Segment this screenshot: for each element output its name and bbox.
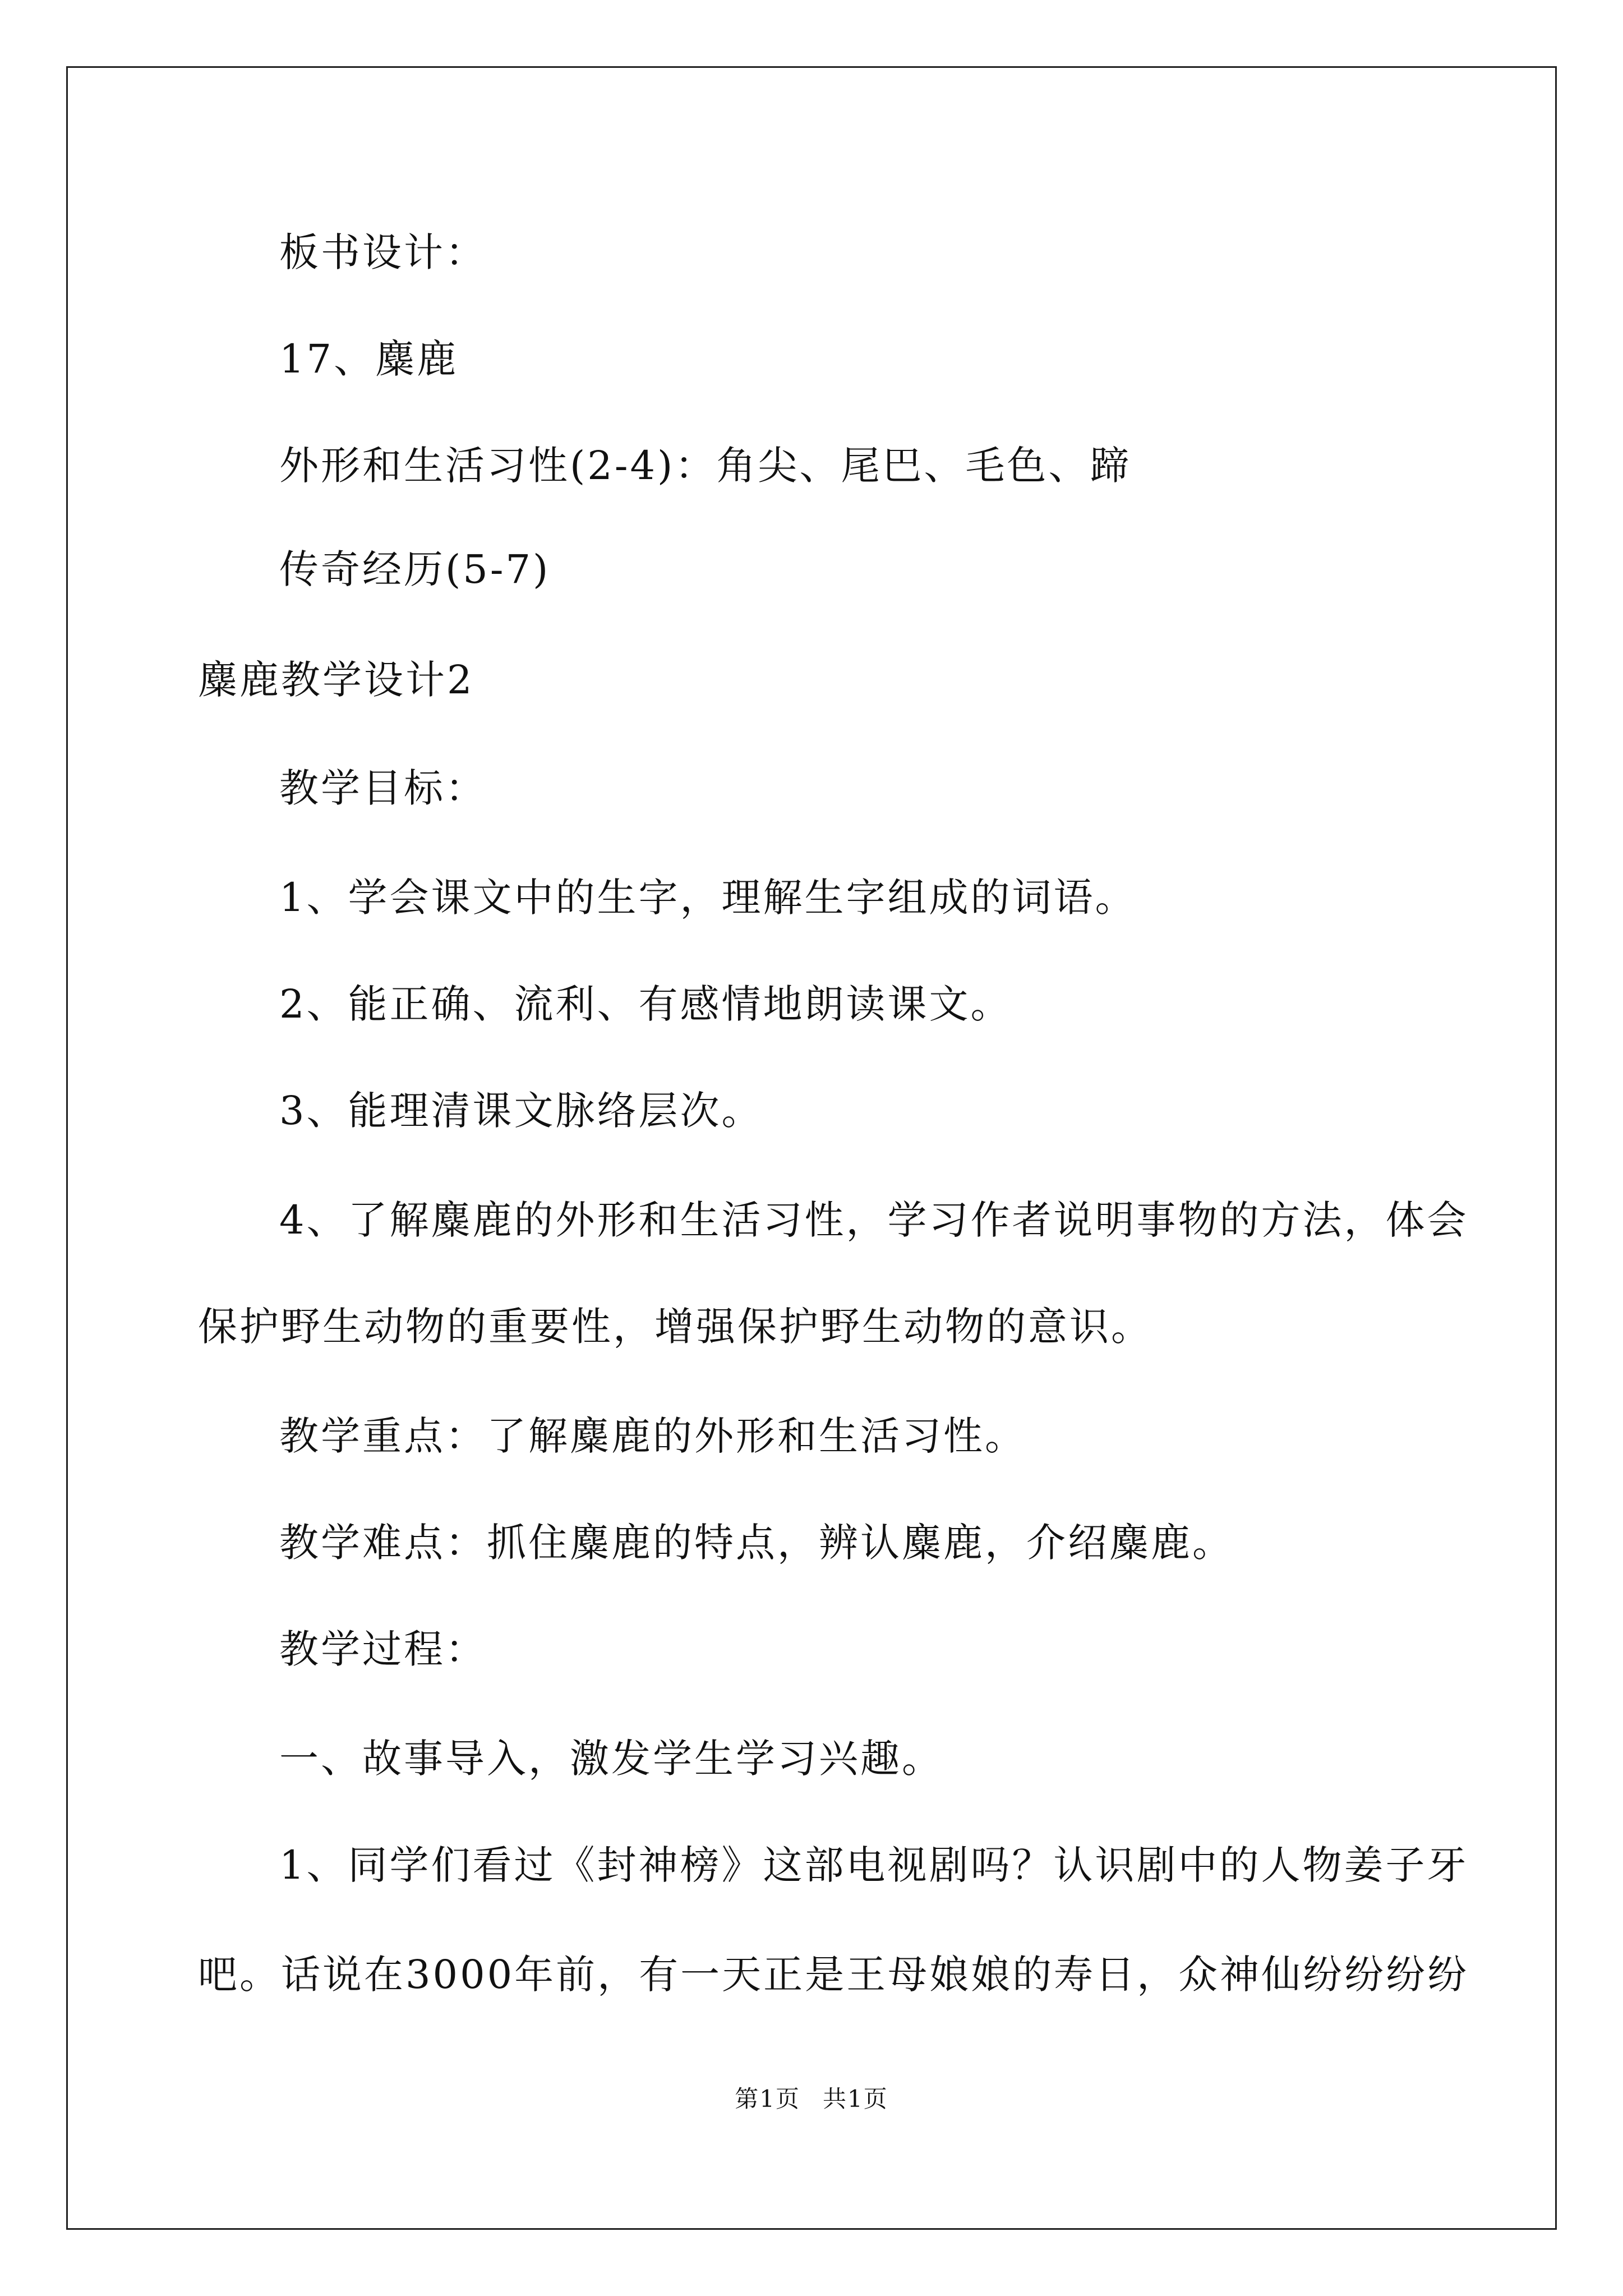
step-one-item-1: 1、同学们看过《封神榜》这部电视剧吗？认识剧中的人物姜子牙 (279, 1842, 1469, 1888)
objectives-heading: 教学目标： (279, 765, 487, 811)
board-line-appearance: 外形和生活习性(2-4)：角尖、尾巴、毛色、蹄 (279, 443, 1132, 489)
board-line-legend: 传奇经历(5-7) (279, 546, 551, 592)
page-number: 第1页 (735, 2085, 800, 2113)
objective-item-4: 4、了解麋鹿的外形和生活习性，学习作者说明事物的方法，体会 (279, 1197, 1469, 1243)
board-design-heading: 板书设计： (279, 229, 487, 275)
page-total: 共1页 (823, 2085, 888, 2113)
objective-item-3: 3、能理清课文脉络层次。 (279, 1088, 763, 1134)
page-border (66, 66, 1557, 2230)
process-heading: 教学过程： (279, 1626, 487, 1672)
objective-item-4-continued: 保护野生动物的重要性，增强保护野生动物的意识。 (198, 1304, 1152, 1350)
difficulty-line: 教学难点：抓住麋鹿的特点，辨认麋鹿，介绍麋鹿。 (279, 1520, 1234, 1566)
objective-item-2: 2、能正确、流利、有感情地朗读课文。 (279, 981, 1012, 1027)
step-one-item-1-continued: 吧。话说在3000年前，有一天正是王母娘娘的寿日，众神仙纷纷纷纷 (198, 1952, 1469, 1998)
key-point-line: 教学重点：了解麋鹿的外形和生活习性。 (279, 1413, 1026, 1459)
objective-item-1: 1、学会课文中的生字，理解生字组成的词语。 (279, 875, 1137, 921)
page-footer (0, 2082, 1623, 2116)
section-title: 麋鹿教学设计2 (198, 657, 474, 703)
step-one-heading: 一、故事导入，激发学生学习兴趣。 (279, 1736, 943, 1782)
lesson-title-line: 17、麋鹿 (279, 336, 459, 382)
